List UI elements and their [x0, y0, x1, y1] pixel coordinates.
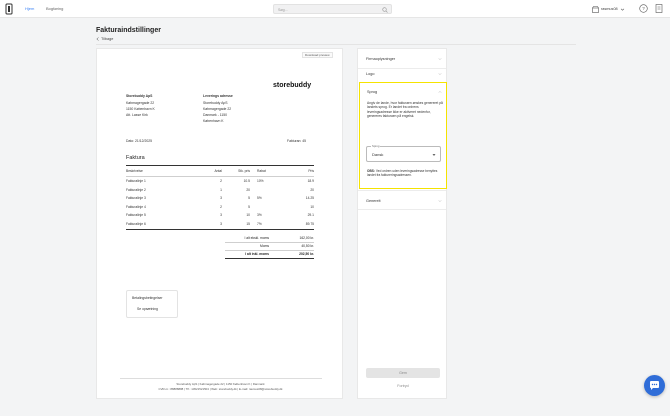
line-desc: Fakturalinje 3: [126, 196, 146, 200]
chevron-up-icon[interactable]: [438, 90, 442, 94]
delivery-heading: Leverings adresse: [203, 94, 233, 98]
svg-text:?: ?: [642, 6, 645, 12]
language-select-value: Dansk: [372, 152, 384, 157]
line-price: 5: [248, 196, 250, 200]
invoice-brand: storebuddy: [273, 82, 312, 89]
help-icon[interactable]: [639, 4, 648, 13]
delivery-address1: Købmagergade 22: [203, 107, 232, 111]
line-discount: 7%: [257, 221, 262, 226]
table-header-rule: [126, 176, 314, 177]
payment-terms-box: [126, 290, 178, 318]
user-name: rasmus08: [601, 7, 618, 11]
section-general[interactable]: [358, 190, 446, 210]
chevron-down-icon: [438, 72, 442, 76]
top-bar: [0, 0, 670, 18]
chevron-down-icon: [438, 57, 442, 61]
line-total: 14.25: [305, 196, 314, 200]
nav-bookkeeping-link[interactable]: Bogføring: [46, 6, 64, 11]
search-icon: [382, 7, 388, 13]
section-label: Logo: [366, 72, 375, 76]
invoice-number: Fakturan: 45: [287, 139, 307, 143]
settings-panel: [357, 48, 447, 399]
line-total: 89.75: [305, 221, 314, 226]
total-value: 40,50 kr.: [301, 244, 314, 248]
sender-att: Att. Lasse Kirk: [126, 113, 148, 117]
table-row: [126, 222, 314, 228]
store-icon: [592, 6, 599, 13]
language-description: Angiv de lande, hvor fakturaen ønskes genereret på landets sprog. Er landet fra ordrens leveringsadresse ikke er aktiveret nedenfor, genereres fakturaen på engelsk.: [367, 101, 443, 118]
chevron-down-icon: [438, 199, 442, 203]
total-label: I alt inkl. moms: [245, 252, 269, 256]
storebuddy-logo-icon[interactable]: [5, 3, 14, 15]
col-quantity: Antal: [214, 169, 222, 173]
table-header: [126, 169, 314, 175]
total-label: I alt ekskl. moms: [244, 236, 269, 240]
invoice-preview: [96, 48, 343, 399]
line-desc: Fakturalinje 4: [126, 204, 146, 209]
line-qty: 3: [220, 221, 222, 226]
note-label: OBS:: [367, 169, 375, 173]
back-label: Tilbage: [101, 37, 114, 41]
table-row: [126, 205, 314, 211]
footer-line-2: CVR-nr.: 88888888 | Tlf.: 14521521504 | Web: storebuddy.dk | E-mail: rasmus08@storebuddy.dk: [158, 387, 283, 391]
table-row: [126, 196, 314, 202]
line-total: 20: [310, 187, 314, 192]
col-unit-price: Stk. pris: [238, 169, 250, 173]
col-price: Pris: [308, 169, 314, 173]
section-label: Generelt: [366, 199, 381, 203]
line-price: 20: [246, 187, 250, 192]
line-price: 10.5: [243, 179, 250, 183]
caret-down-icon: [432, 153, 436, 157]
line-discount: 3%: [257, 213, 262, 217]
line-desc: Fakturalinje 2: [126, 187, 146, 192]
table-row: [126, 213, 314, 219]
delivery-name: Storebuddy ApS: [203, 101, 228, 105]
line-desc: Fakturalinje 1: [126, 179, 146, 183]
line-price: 5: [248, 204, 250, 209]
language-note: [367, 169, 445, 177]
sender-name: Storebuddy ApS: [126, 94, 153, 98]
invoice-section-title: Faktura: [126, 155, 145, 161]
total-divider: [225, 250, 314, 251]
payment-terms-title: Betalingsbetingelser: [132, 296, 163, 300]
footer-line-1: Storebuddy ApS | Købmagergade 22 | 1150 København K | Danmark: [176, 382, 265, 386]
language-label[interactable]: Sprog: [367, 90, 378, 94]
user-menu[interactable]: [592, 5, 625, 13]
line-qty: 1: [220, 187, 222, 192]
footer-rule: [120, 378, 322, 379]
save-button[interactable]: Gem: [366, 368, 440, 378]
invoice-date: Dato: 21/12/2025: [126, 139, 153, 143]
section-logo[interactable]: [358, 64, 446, 84]
table-top-rule: [126, 165, 314, 166]
line-discount: 5%: [257, 196, 262, 200]
line-discount: 10%: [257, 179, 264, 183]
search-placeholder: Søg...: [278, 7, 288, 12]
col-discount: Rabat: [257, 169, 266, 173]
line-price: 10: [246, 213, 250, 217]
divider: [96, 44, 576, 45]
total-bottom-rule: [225, 258, 314, 259]
line-qty: 2: [220, 204, 222, 209]
table-row: [126, 188, 314, 194]
line-qty: 3: [220, 196, 222, 200]
search-input[interactable]: [273, 4, 392, 14]
download-preview-button[interactable]: Download preview: [302, 52, 333, 58]
chat-icon: [649, 380, 660, 391]
back-link[interactable]: [96, 37, 113, 41]
line-total: 10: [310, 204, 314, 209]
nav-home-link[interactable]: Hjem: [25, 6, 35, 11]
line-desc: Fakturalinje 5: [126, 213, 146, 217]
language-select-legend: Sprog: [372, 144, 380, 148]
line-qty: 2: [220, 179, 222, 183]
col-description: Beskrivelse: [126, 169, 143, 173]
payment-terms-value: Se opsætning: [137, 307, 158, 311]
total-value: 162,00 kr.: [299, 236, 314, 240]
section-label: Firmaoplysninger: [366, 57, 396, 61]
table-row: [126, 179, 314, 185]
delivery-city: København K: [203, 119, 224, 123]
line-desc: Fakturalinje 6: [126, 221, 146, 226]
page-title: Fakturaindstillinger: [96, 27, 161, 34]
document-icon[interactable]: [655, 4, 663, 13]
section-language: [359, 82, 447, 189]
line-total: 18.9: [307, 179, 314, 183]
chevron-down-icon: [620, 7, 625, 12]
note-text: Ved ordren uden leveringsadresse benyttes landet fra faktureringsadressen.: [367, 169, 438, 178]
cancel-button[interactable]: Fortryd: [397, 384, 409, 388]
delivery-address2: Danmark - 1150: [203, 113, 228, 117]
total-value: 202,50 kr.: [299, 252, 314, 256]
language-select[interactable]: [366, 146, 441, 162]
chat-button[interactable]: [644, 375, 665, 396]
table-bottom-rule: [126, 229, 314, 230]
sender-address2: 1150 København K: [126, 107, 155, 111]
line-qty: 3: [220, 213, 222, 217]
chevron-left-icon: [96, 37, 99, 41]
line-total: 29.1: [307, 213, 314, 217]
line-price: 15: [246, 221, 250, 226]
total-divider: [225, 242, 314, 243]
sender-address1: Købmagergade 22: [126, 101, 155, 105]
total-label: Moms: [260, 244, 269, 248]
